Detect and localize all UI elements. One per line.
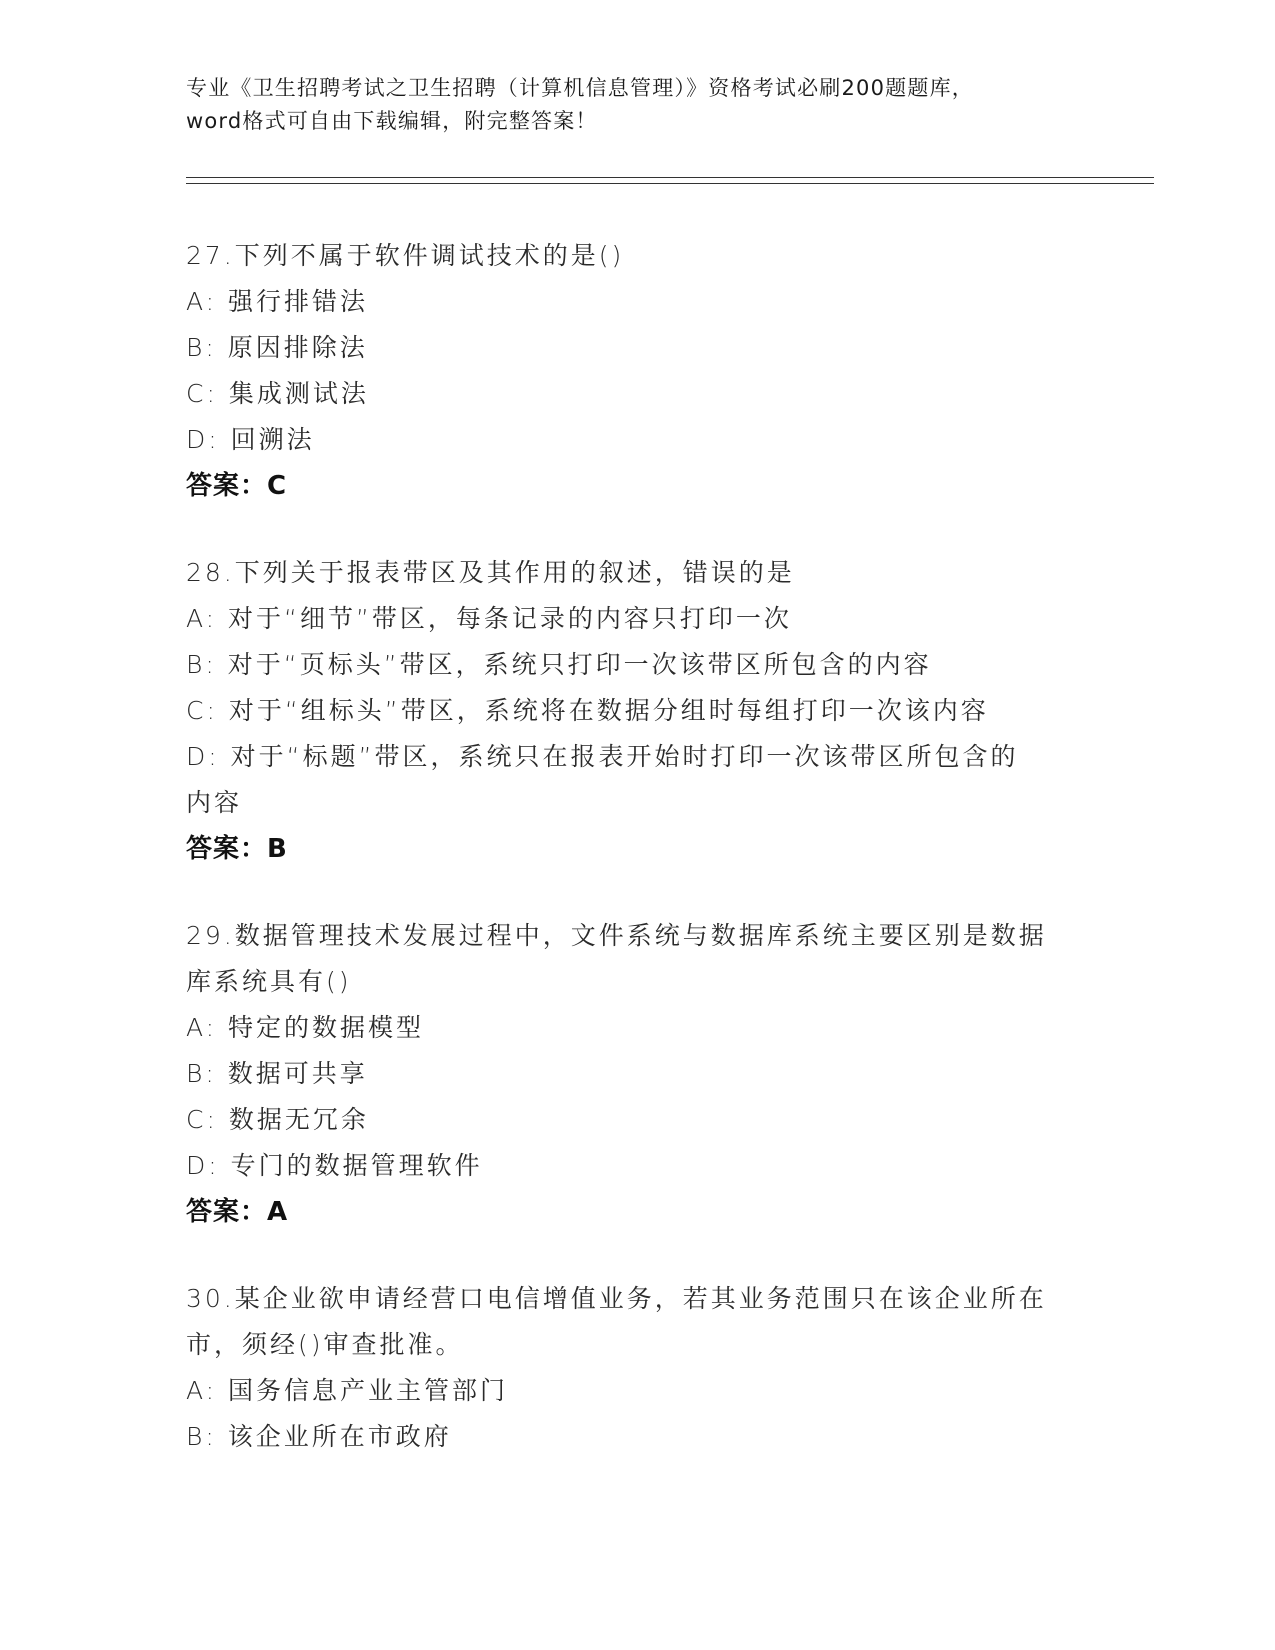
question-stem: 28.下列关于报表带区及其作用的叙述，错误的是 [186,558,795,587]
option-b: B: 原因排除法 [186,333,368,362]
question-28 [186,550,1086,872]
header-line-1: 专业《卫生招聘考试之卫生招聘（计算机信息管理）》资格考试必刷200题题库， [186,76,974,100]
question-29 [186,913,1086,1235]
question-stem: 27.下列不属于软件调试技术的是() [186,241,625,270]
header-line-2: word格式可自由下载编辑，附完整答案！ [186,109,598,133]
question-30 [186,1276,1086,1460]
answer-label: 答案：C [186,471,288,501]
option-b: B: 数据可共享 [186,1059,368,1088]
option-c: C: 对于“组标头”带区，系统将在数据分组时每组打印一次该内容 [186,696,989,725]
option-b: B: 该企业所在市政府 [186,1422,452,1451]
option-d-continued: 内容 [186,788,243,817]
option-a: A: 强行排错法 [186,287,369,316]
question-stem: 29.数据管理技术发展过程中，文件系统与数据库系统主要区别是数据 [186,921,1047,950]
answer-label: 答案：A [186,1197,289,1227]
document-header [186,72,1086,138]
option-c: C: 数据无冗余 [186,1105,369,1134]
option-d: D: 专门的数据管理软件 [186,1151,483,1180]
option-c: C: 集成测试法 [186,379,369,408]
question-stem: 30.某企业欲申请经营口电信增值业务，若其业务范围只在该企业所在 [186,1284,1047,1313]
option-a: A: 国务信息产业主管部门 [186,1376,509,1405]
question-stem-continued: 库系统具有() [186,967,352,996]
question-list [186,233,1086,1501]
question-stem-continued: 市，须经()审查批准。 [186,1330,464,1359]
question-27 [186,233,1086,509]
header-divider-top [186,177,1154,178]
option-a: A: 对于“细节”带区，每条记录的内容只打印一次 [186,604,792,633]
option-d: D: 对于“标题”带区，系统只在报表开始时打印一次该带区所包含的 [186,742,1019,771]
answer-label: 答案：B [186,834,288,864]
header-divider-bottom [186,183,1154,184]
option-a: A: 特定的数据模型 [186,1013,425,1042]
option-b: B: 对于“页标头”带区，系统只打印一次该带区所包含的内容 [186,650,932,679]
option-d: D: 回溯法 [186,425,315,454]
